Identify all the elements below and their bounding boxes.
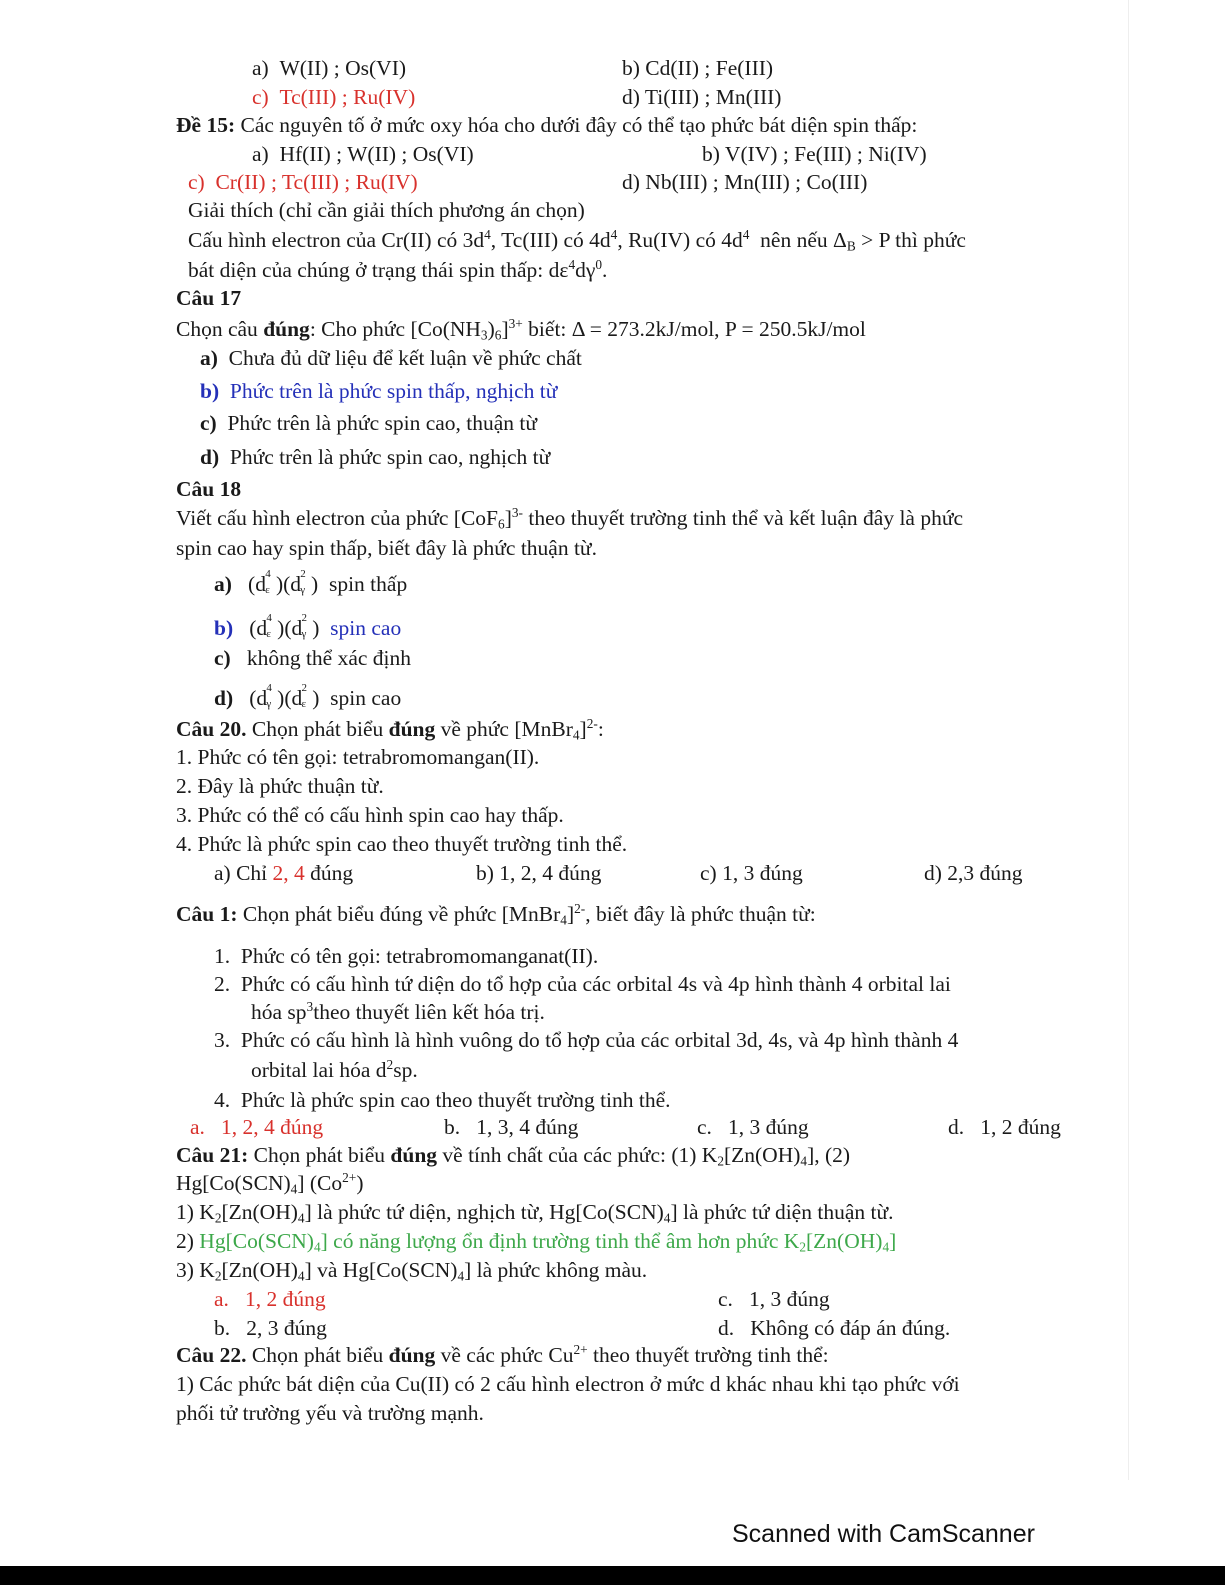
cau17-option-d: d) Phức trên là phức spin cao, nghịch từ [200,445,551,469]
cau21-question-line-2: $Hg[Co(SCN)_4]$ $(Co^{2+})$ [176,1169,364,1197]
cau17-title: Câu 17 [176,286,242,310]
cau21-option-c: c. 1, 3 đúng [718,1287,830,1311]
cau20-statement-3: 3. Phức có thể có cấu hình spin cao hay thấp. [176,803,564,827]
cau1-option-b: b. 1, 3, 4 đúng [444,1115,579,1139]
cau21-statement-2: 2) $Hg[Co(SCN)_4]$ có năng lượng ổn định trường tinh thể âm hơn phức $K_2[Zn(OH)_4]$ [176,1229,897,1255]
camscanner-watermark: Scanned with CamScanner [732,1520,1035,1548]
cau17-question: Chọn câu đúng: Cho phức $[Co(NH_3)_6]^{3+}$ biết: Δ = 273.2kJ/mol, P = 250.5kJ/mol [176,315,866,343]
bottom-black-bar [0,1566,1225,1585]
cau18-option-b: b) (d 4 ε )(d 2 γ ) spin cao [214,612,402,640]
prev-option-b: b) Cd(II) ; Fe(III) [622,56,774,80]
de15-explain-title: Giải thích (chỉ cần giải thích phương án chọn) [188,198,585,222]
cau20-statement-2: 2. Đây là phức thuận từ. [176,774,384,798]
de15-option-d: d) Nb(III) ; Mn(III) ; Co(III) [622,170,868,194]
prev-option-a: a) W(II) ; Os(VI) [252,56,407,80]
de15-explain-line-1: Cấu hình electron của Cr(II) có $3d^4$, Tc(III) có $4d^4$, Ru(IV) có $4d^4$ nên nếu $\Delta_B > P$ thì phức [188,226,966,254]
cau20-statement-4: 4. Phức là phức spin cao theo thuyết trường tinh thể. [176,832,628,856]
cau18-question-line-2: spin cao hay spin thấp, biết đây là phức thuận từ. [176,536,597,560]
cau21-statement-1: 1) $K_2[Zn(OH)_4]$ là phức tứ diện, nghịch từ, $Hg[Co(SCN)_4]$ là phức tứ diện thuận từ. [176,1200,894,1226]
cau1-option-d: d. 1, 2 đúng [948,1115,1061,1139]
prev-option-d: d) Ti(III) ; Mn(III) [622,85,782,109]
de15-option-b: b) V(IV) ; Fe(III) ; Ni(IV) [702,142,927,166]
cau1-statement-3: 3. Phức có cấu hình là hình vuông do tổ hợp của các orbital 3d, 4s, và 4p hình thành 4 [214,1028,959,1052]
cau17-option-a: a) Chưa đủ dữ liệu để kết luận về phức chất [200,346,582,370]
cau18-title: Câu 18 [176,477,242,501]
cau21-question: Câu 21: Chọn phát biểu đúng về tính chất của các phức: (1) $K_2[Zn(OH)_4]$, (2) [176,1143,851,1169]
cau18-option-a: a) (d 4 ε )(d 2 γ ) spin thấp [214,568,408,596]
cau1-option-a: a. 1, 2, 4 đúng [190,1115,324,1139]
de15-option-a: a) Hf(II) ; W(II) ; Os(VI) [252,142,474,166]
cau22-question: Câu 22. Chọn phát biểu đúng về các phức $Cu^{2+}$ theo thuyết trường tinh thể: [176,1341,829,1367]
cau1-statement-2-cont: hóa $sp^3theo$ thuyết liên kết hóa trị. [251,998,545,1024]
cau1-statement-3-cont: orbital lai hóa $d^2sp$. [251,1056,418,1082]
cau21-option-a: a. 1, 2 đúng [214,1287,326,1311]
cau18-option-c: c) không thể xác định [214,646,412,670]
cau20-option-d: d) 2,3 đúng [924,861,1023,885]
cau21-option-d: d. Không có đáp án đúng. [718,1316,951,1340]
cau1-statement-4: 4. Phức là phức spin cao theo thuyết trường tinh thể. [214,1088,671,1112]
cau17-option-b: b) Phức trên là phức spin thấp, nghịch từ [200,379,558,403]
cau17-option-c: c) Phức trên là phức spin cao, thuận từ [200,411,538,435]
prev-option-c: c) Tc(III) ; Ru(IV) [252,85,416,109]
cau21-statement-3: 3) $K_2[Zn(OH)_4]$ và $Hg[Co(SCN)_4]$ là phức không màu. [176,1258,648,1284]
cau20-option-c: c) 1, 3 đúng [700,861,803,885]
de15-question: Đề 15: Các nguyên tố ở mức oxy hóa cho dưới đây có thể tạo phức bát diện spin thấp: [176,113,918,137]
cau20-statement-1: 1. Phức có tên gọi: tetrabromomangan(II). [176,745,540,769]
cau18-question-line-1: Viết cấu hình electron của phức $[CoF_6]^{3-}$ theo thuyết trường tinh thể và kết luận đây là phức [176,504,964,532]
de15-explain-line-2: bát diện của chúng ở trạng thái spin thấp: $d\varepsilon^4d\gamma^0$. [188,256,608,282]
page-edge-line [1128,0,1129,1480]
cau20-option-a: a) Chỉ 2, 4 đúng [214,861,354,885]
cau20-option-b: b) 1, 2, 4 đúng [476,861,602,885]
cau1-statement-1: 1. Phức có tên gọi: tetrabromomanganat(II). [214,944,599,968]
cau21-option-b: b. 2, 3 đúng [214,1316,327,1340]
cau1-question: Câu 1: Chọn phát biểu đúng về phức [MnBr$_4$]$^{2-}$, biết đây là phức thuận từ: [176,900,816,928]
de15-option-c: c) Cr(II) ; Tc(III) ; Ru(IV) [188,170,418,194]
cau22-statement-1-cont: phối tử trường yếu và trường mạnh. [176,1401,484,1425]
cau20-question: Câu 20. Chọn phát biểu đúng về phức [MnBr$_4$]$^{2-}$: [176,715,604,743]
cau1-statement-2: 2. Phức có cấu hình tứ diện do tổ hợp của các orbital 4s và 4p hình thành 4 orbital lai [214,972,951,996]
cau22-statement-1: 1) Các phức bát diện của Cu(II) có 2 cấu hình electron ở mức d khác nhau khi tạo phức với [176,1372,960,1396]
cau1-option-c: c. 1, 3 đúng [697,1115,809,1139]
cau18-option-d: d) (d 4 γ )(d 2 ε ) spin cao [214,682,402,710]
